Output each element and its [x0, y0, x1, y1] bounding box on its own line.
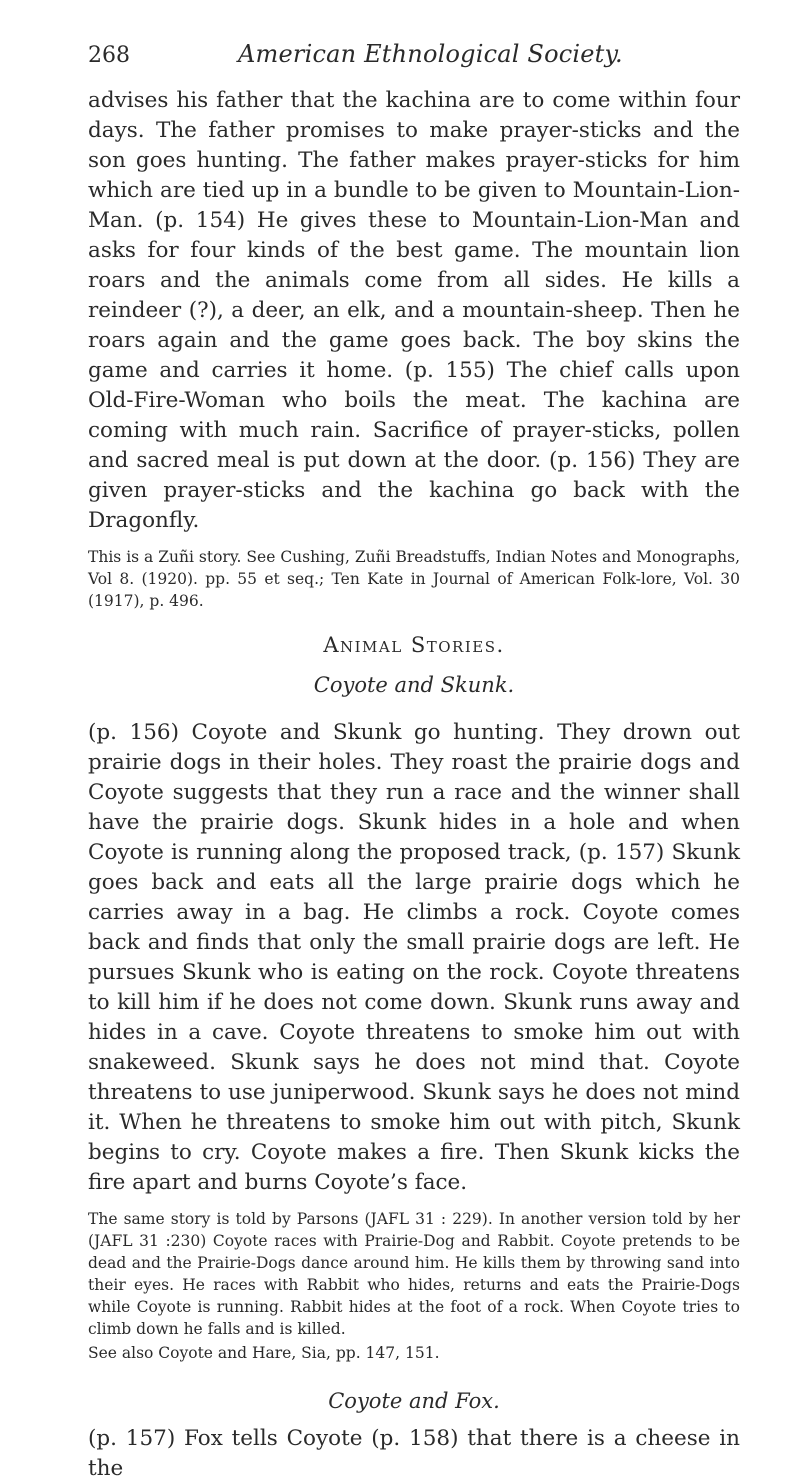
intro-note: This is a Zuñi story. See Cushing, Zuñi Breadstuffs, Indian Notes and Monographs, Vol 8. (1920). pp. 55 et seq.; Ten Kate in Journal of American Folk-lore, Vol. 30 (1917), p. 496.: [88, 548, 740, 610]
running-head: [88, 40, 740, 86]
story-paragraph-coyote-and-skunk: (p. 156) Coyote and Skunk go hunting. They drown out prairie dogs in their holes. They roast the prairie dogs and Coyote suggests that they run a race and the winner shall have the prairie dogs. Skunk hides in a hole and when Coyote is running along the proposed track, (p. 157) Skunk goes back and eats all the large prairie dogs which he carries away in a bag. He climbs a rock. Coyote comes back and finds that only the small prairie dogs are left. He pursues Skunk who is eating on the rock. Coyote threatens to kill him if he does not come down. Skunk runs away and hides in a cave. Coyote threatens to smoke him out with snakeweed. Skunk says he does not mind that. Coyote threatens to use juniperwood. Skunk says he does not mind it. When he threatens to smoke him out with pitch, Skunk begins to cry. Coyote makes a fire. Then Skunk kicks the fire apart and burns Coyote’s face.: [88, 720, 740, 1195]
intro-paragraph: advises his father that the kachina are to come within four days. The father promises to make prayer-sticks and the son goes hunting. The father makes prayer-sticks for him which are tied up in a bundle to be given to Mountain-Lion-Man. (p. 154) He gives these to Mountain-Lion-Man and asks for four kinds of the best game. The mountain lion roars and the animals come from all sides. He kills a reindeer (?), a deer, an elk, and a mountain-sheep. Then he roars again and the game goes back. The boy skins the game and carries it home. (p. 155) The chief calls upon Old-Fire-Woman who boils the meat. The kachina are coming with much rain. Sacrifice of prayer-sticks, pollen and sacred meal is put down at the door. (p. 156) They are given prayer-sticks and the kachina go back with the Dragonfly.: [88, 88, 740, 533]
journal-title: American Ethnological Society.: [238, 40, 623, 68]
story-paragraph-coyote-and-fox: (p. 157) Fox tells Coyote (p. 158) that there is a cheese in the: [88, 1426, 740, 1481]
page-number: 268: [88, 43, 130, 68]
story-note-coyote-and-skunk: The same story is told by Parsons (JAFL 31 : 229). In another version told by her (JAFL 31 :230) Coyote races with Prairie-Dog and Rabbit. Coyote pretends to be dead and the Prairie-Dogs dance around him. He kills them by throwing sand into their eyes. He races with Rabbit who hides, returns and eats the Prairie-Dogs while Coyote is running. Rabbit hides at the foot of a rock. When Coyote tries to climb down he falls and is killed.: [88, 1210, 740, 1338]
story-title-coyote-and-fox: Coyote and Fox.: [328, 1389, 500, 1413]
see-also-note: See also Coyote and Hare, Sia, pp. 147, 151.: [88, 1344, 440, 1362]
section-heading: Animal Stories.: [323, 633, 505, 657]
page: [88, 40, 740, 1484]
story-title-coyote-and-skunk: Coyote and Skunk.: [313, 673, 515, 697]
